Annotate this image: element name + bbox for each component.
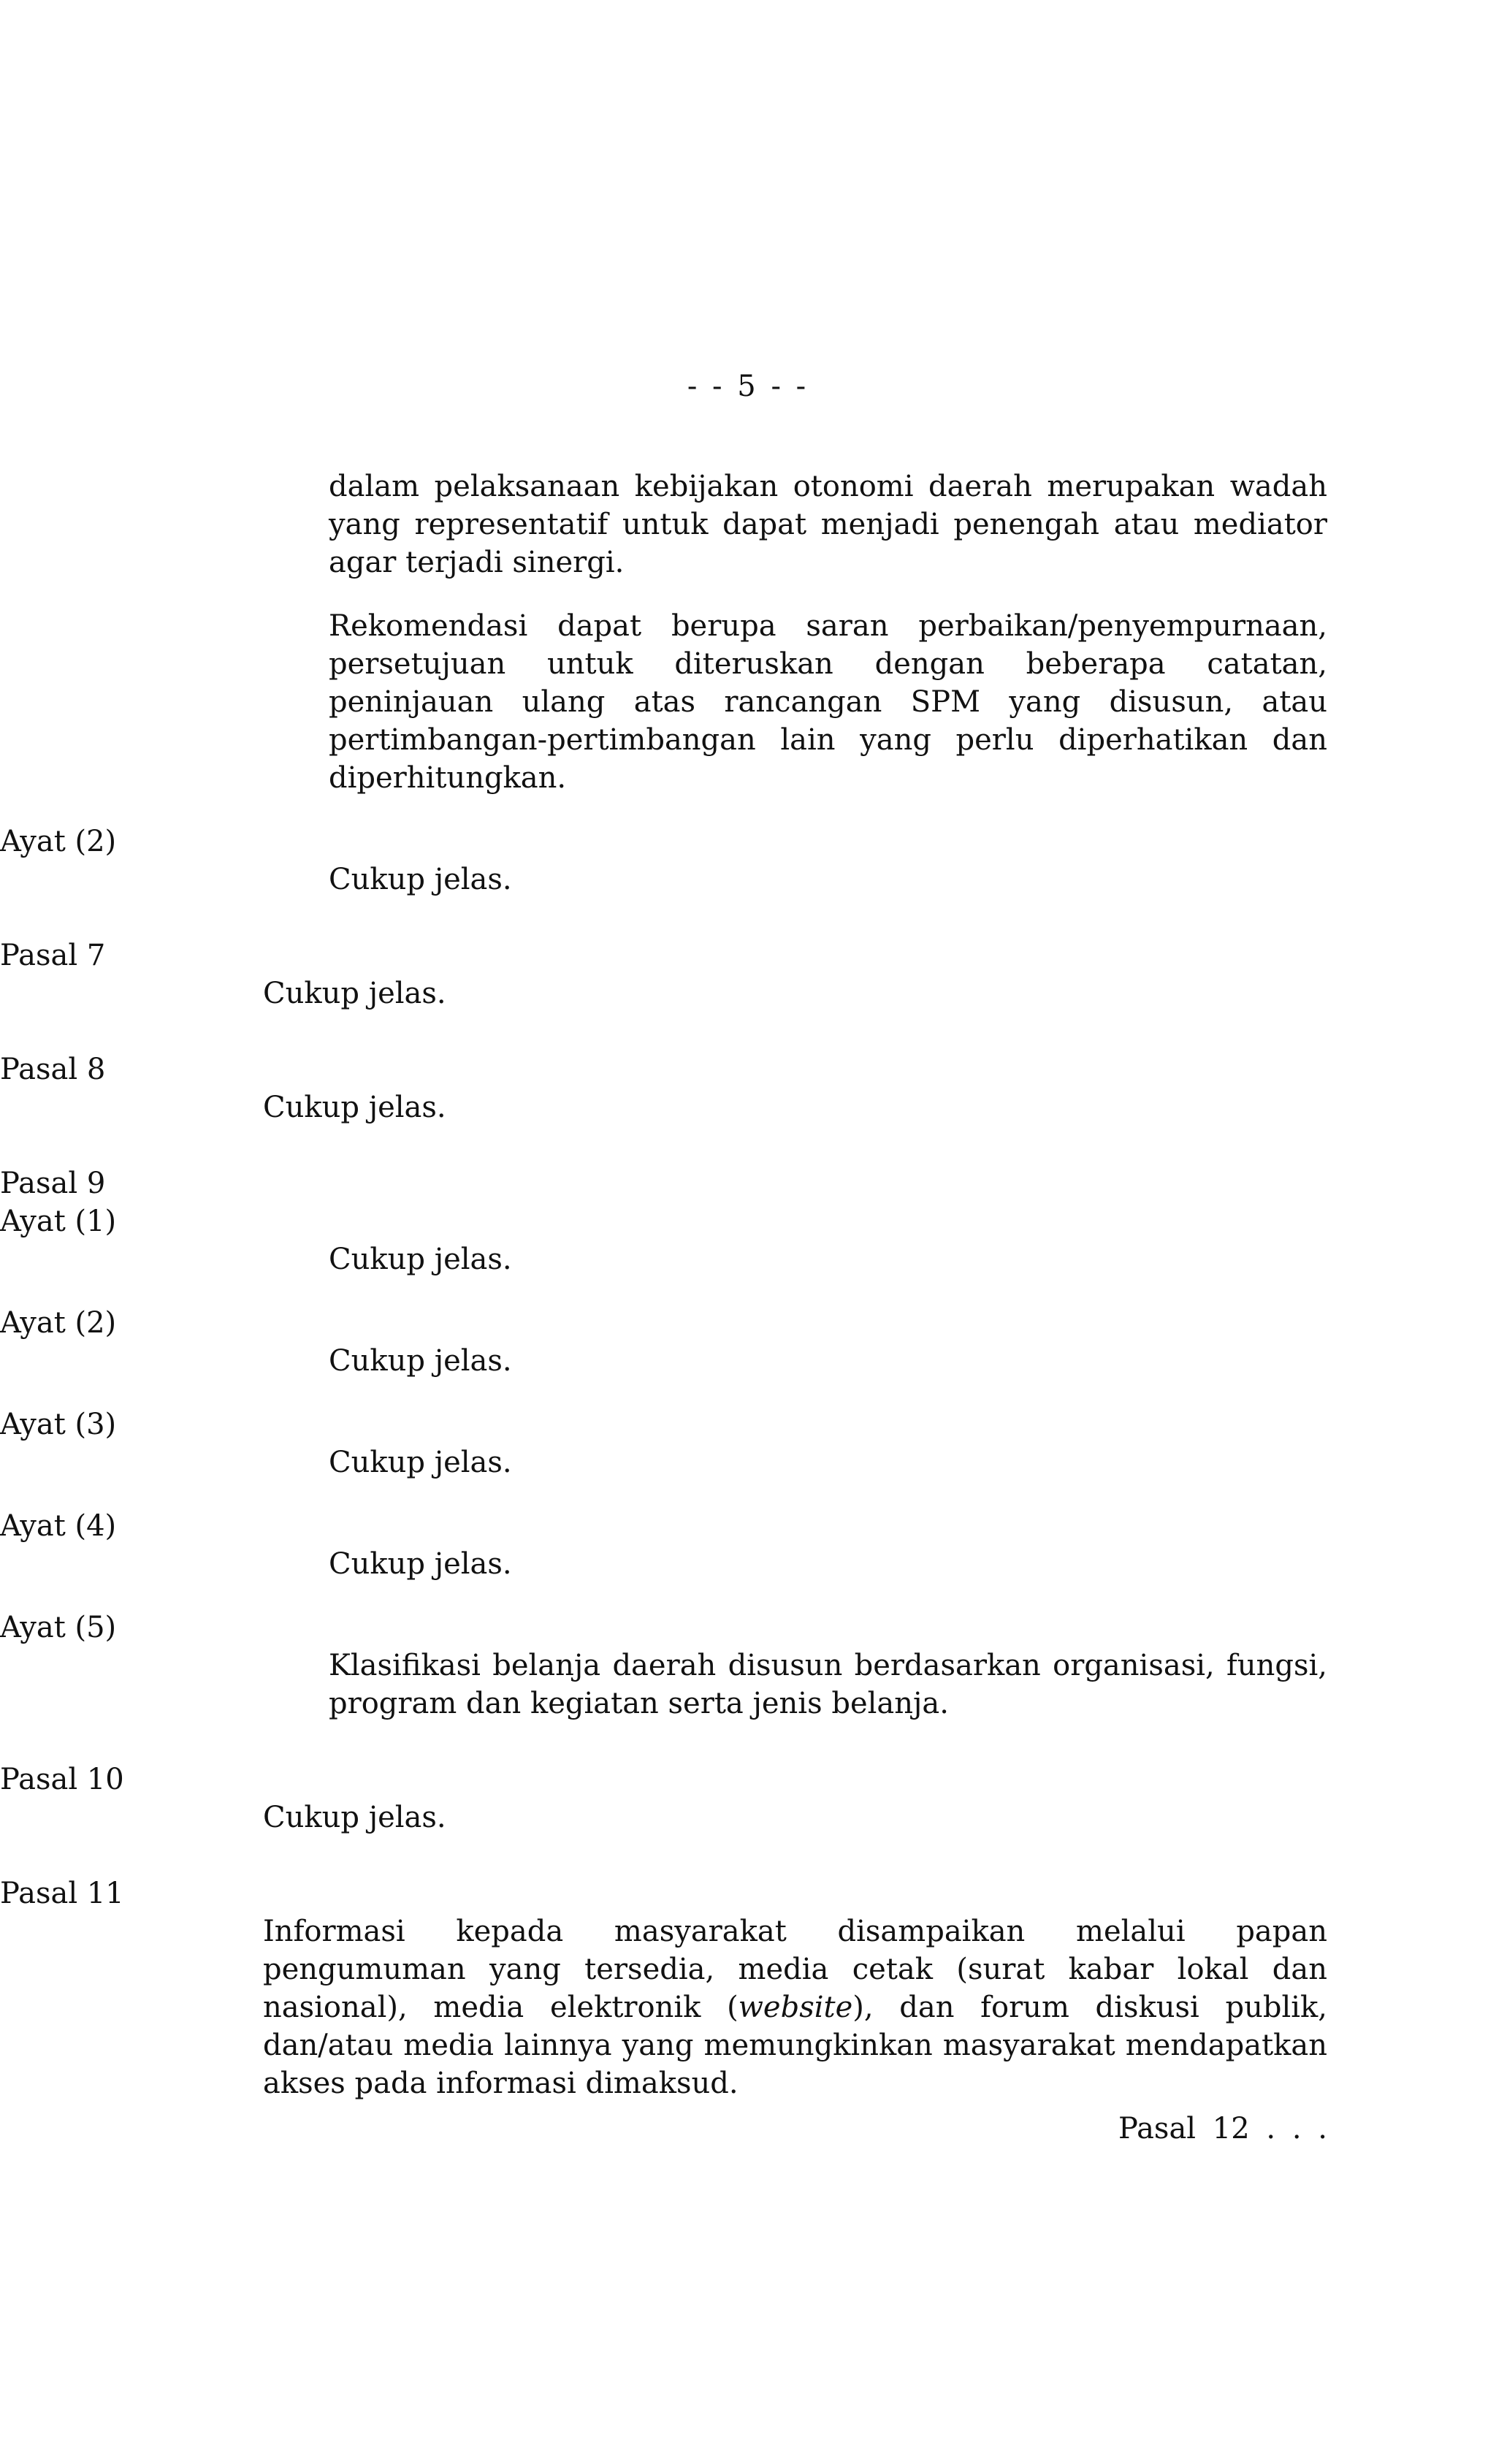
pasal-9-ayat-1-heading: Ayat (1) xyxy=(0,1205,117,1238)
pasal-10-text: Cukup jelas. xyxy=(263,1801,446,1834)
pasal-9-ayat-2-heading: Ayat (2) xyxy=(0,1306,117,1340)
pasal-11-heading: Pasal 11 xyxy=(0,1877,124,1910)
page-content xyxy=(0,468,1496,2102)
pasal-11-text-after: ), dan forum diskusi publik, dan/atau media lainnya yang memungkinkan masyarakat mendapatkan akses pada informasi dimaksud. xyxy=(263,1991,1327,2100)
pasal-8-heading: Pasal 8 xyxy=(0,1053,106,1086)
intro-paragraph-1: dalam pelaksanaan kebijakan otonomi daerah merupakan wadah yang representatif untuk dapat menjadi penengah atau mediator agar terjadi sinergi. xyxy=(329,470,1327,579)
pasal-8-text: Cukup jelas. xyxy=(263,1091,446,1124)
next-page-reference: Pasal 12 . . . xyxy=(1118,2112,1327,2145)
page-number: - - 5 - - xyxy=(687,370,809,403)
pasal-7-text: Cukup jelas. xyxy=(263,977,446,1010)
ayat-2-heading: Ayat (2) xyxy=(0,825,117,858)
ayat-2-text: Cukup jelas. xyxy=(329,863,512,896)
pasal-9-ayat-4-text: Cukup jelas. xyxy=(329,1547,512,1581)
pasal-11-text-before: Informasi kepada masyarakat disampaikan melalui papan pengumuman yang tersedia, media cetak (surat kabar lokal dan nasional), media elektronik ( xyxy=(263,1915,1327,2024)
pasal-9-ayat-1-text: Cukup jelas. xyxy=(329,1243,512,1276)
pasal-10-heading: Pasal 10 xyxy=(0,1763,124,1796)
pasal-9-ayat-3-text: Cukup jelas. xyxy=(329,1446,512,1479)
pasal-9-heading: Pasal 9 xyxy=(0,1167,106,1200)
intro-paragraph-2: Rekomendasi dapat berupa saran perbaikan/penyempurnaan, persetujuan untuk diteruskan dengan beberapa catatan, peninjauan ulang atas rancangan SPM yang disusun, atau pertimbangan-pertimbangan lain yang perlu diperhatikan dan diperhitungkan. xyxy=(329,609,1327,795)
pasal-11-text xyxy=(263,1912,1327,2102)
pasal-9-ayat-3-heading: Ayat (3) xyxy=(0,1408,117,1441)
pasal-9-ayat-5-heading: Ayat (5) xyxy=(0,1611,117,1644)
pasal-11-text-italic: website xyxy=(738,1991,853,2024)
pasal-9-ayat-2-text: Cukup jelas. xyxy=(329,1344,512,1378)
pasal-9-ayat-4-heading: Ayat (4) xyxy=(0,1509,117,1543)
pasal-7-heading: Pasal 7 xyxy=(0,939,106,972)
pasal-9-ayat-5-text: Klasifikasi belanja daerah disusun berdasarkan organisasi, fungsi, program dan kegiatan serta jenis belanja. xyxy=(329,1649,1327,1720)
